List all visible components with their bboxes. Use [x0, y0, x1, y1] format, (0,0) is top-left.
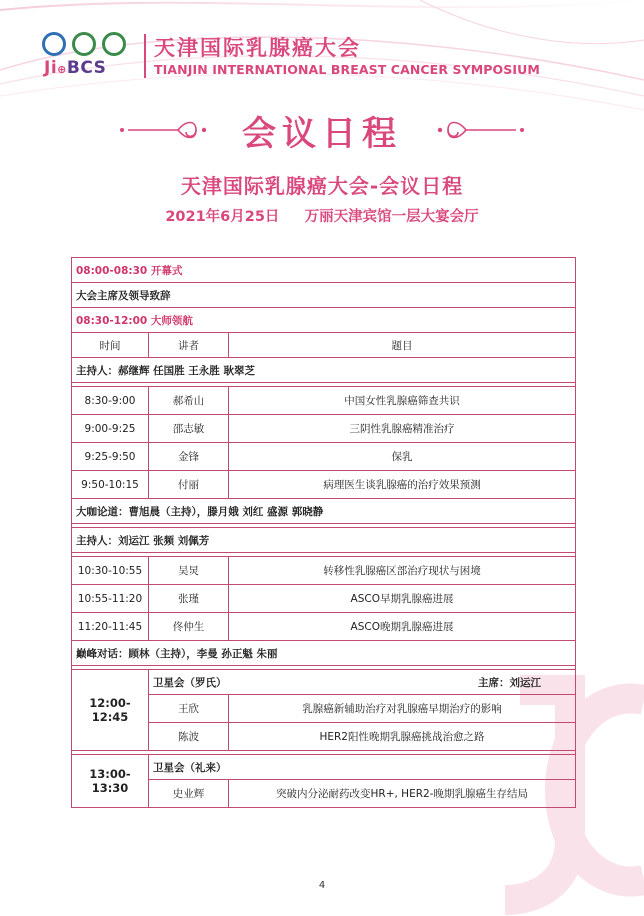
table-row: [72, 641, 576, 666]
table-row: [72, 528, 576, 553]
talk-speaker: 邵志敏: [149, 415, 229, 443]
talk-row: [72, 471, 576, 499]
talk-time: 8:30-9:00: [72, 387, 149, 415]
talk-topic: 突破内分泌耐药改变HR+, HER2-晚期乳腺癌生存结局: [229, 780, 576, 808]
panel-dialogue: 巅峰对话：顾林（主持），李曼 孙正魁 朱丽: [72, 641, 576, 666]
page-number: 4: [318, 880, 326, 891]
schedule-table: [71, 257, 576, 808]
medical-emblem-icon: [102, 32, 126, 56]
col-header-time: 时间: [72, 333, 149, 358]
satellite-title: 卫星会（罗氏）: [153, 676, 227, 689]
talk-row: [72, 585, 576, 613]
table-header-row: [72, 333, 576, 358]
date-venue: 2021年6月25日 万丽天津宾馆一层大宴会厅: [165, 209, 479, 225]
talk-row: [72, 443, 576, 471]
page-title: 会议日程: [242, 114, 402, 154]
talk-time: 10:30-10:55: [72, 557, 149, 585]
talk-speaker: 王欣: [149, 695, 229, 723]
talk-speaker: 郝希山: [149, 387, 229, 415]
talk-topic: 转移性乳腺癌区部治疗现状与困境: [229, 557, 576, 585]
satellite-title: 卫星会（礼来）: [153, 761, 227, 774]
swoosh-line: [0, 0, 644, 10]
opening-session: 08:00-08:30 开幕式: [72, 258, 576, 283]
talk-speaker: 付丽: [149, 471, 229, 499]
satellite-time: 12:00-12:45: [72, 670, 149, 751]
talk-row: [72, 613, 576, 641]
conference-title-cn: 天津国际乳腺癌大会: [154, 36, 361, 60]
partner-logos: [42, 32, 142, 58]
table-row: [72, 258, 576, 283]
col-header-speaker: 讲者: [149, 333, 229, 358]
talk-row: [72, 557, 576, 585]
conference-title-en: TIANJIN INTERNATIONAL BREAST CANCER SYMPOSIUM: [154, 62, 540, 77]
satellite-header: [149, 755, 576, 780]
table-row: [72, 499, 576, 524]
talk-speaker: 陈波: [149, 723, 229, 751]
host-line: 主持人：刘运江 张频 刘佩芳: [72, 528, 576, 553]
leaders-speeches: 大会主席及领导致辞: [72, 283, 576, 308]
header-divider: [144, 34, 146, 78]
hospital-emblem-icon: [42, 32, 66, 56]
talk-topic: HER2阳性晚期乳腺癌挑战治愈之路: [229, 723, 576, 751]
satellite-chair: 主席：刘运江: [478, 676, 541, 689]
col-header-topic: 题目: [229, 333, 576, 358]
talk-topic: 三阴性乳腺癌精准治疗: [229, 415, 576, 443]
agenda-subtitle: 天津国际乳腺癌大会-会议日程: [180, 174, 464, 198]
talk-row: [72, 415, 576, 443]
talk-time: 9:25-9:50: [72, 443, 149, 471]
table-row: [72, 358, 576, 383]
table-row: [72, 755, 576, 780]
talk-topic: 中国女性乳腺癌筛查共识: [229, 387, 576, 415]
talk-speaker: 吴炅: [149, 557, 229, 585]
talk-time: 9:50-10:15: [72, 471, 149, 499]
table-row: [72, 308, 576, 333]
talk-topic: 病理医生谈乳腺癌的治疗效果预测: [229, 471, 576, 499]
host-line: 主持人：郝继辉 任国胜 王永胜 耿翠芝: [72, 358, 576, 383]
table-row: [72, 283, 576, 308]
page-header: [42, 28, 602, 80]
satellite-header: [149, 670, 576, 695]
table-row: [72, 670, 576, 695]
panel-discussion: 大咖论道：曹旭晨（主持），滕月娥 刘红 盛源 郭晓静: [72, 499, 576, 524]
talk-speaker: 佟仲生: [149, 613, 229, 641]
title-banner: [0, 104, 644, 156]
talk-topic: 乳腺癌新辅助治疗对乳腺癌早期治疗的影响: [229, 695, 576, 723]
satellite-time: 13:00-13:30: [72, 755, 149, 808]
talk-speaker: 张瑾: [149, 585, 229, 613]
master-session: 08:30-12:00 大师领航: [72, 308, 576, 333]
talk-time: 9:00-9:25: [72, 415, 149, 443]
talk-topic: ASCO早期乳腺癌进展: [229, 585, 576, 613]
talk-time: 11:20-11:45: [72, 613, 149, 641]
talk-time: 10:55-11:20: [72, 585, 149, 613]
jibcs-logo: Ji⊕BCS: [44, 58, 107, 78]
talk-speaker: 金锋: [149, 443, 229, 471]
talk-topic: 保乳: [229, 443, 576, 471]
talk-topic: ASCO晚期乳腺癌进展: [229, 613, 576, 641]
university-emblem-icon: [72, 32, 96, 56]
talk-speaker: 史业辉: [149, 780, 229, 808]
talk-row: [72, 387, 576, 415]
